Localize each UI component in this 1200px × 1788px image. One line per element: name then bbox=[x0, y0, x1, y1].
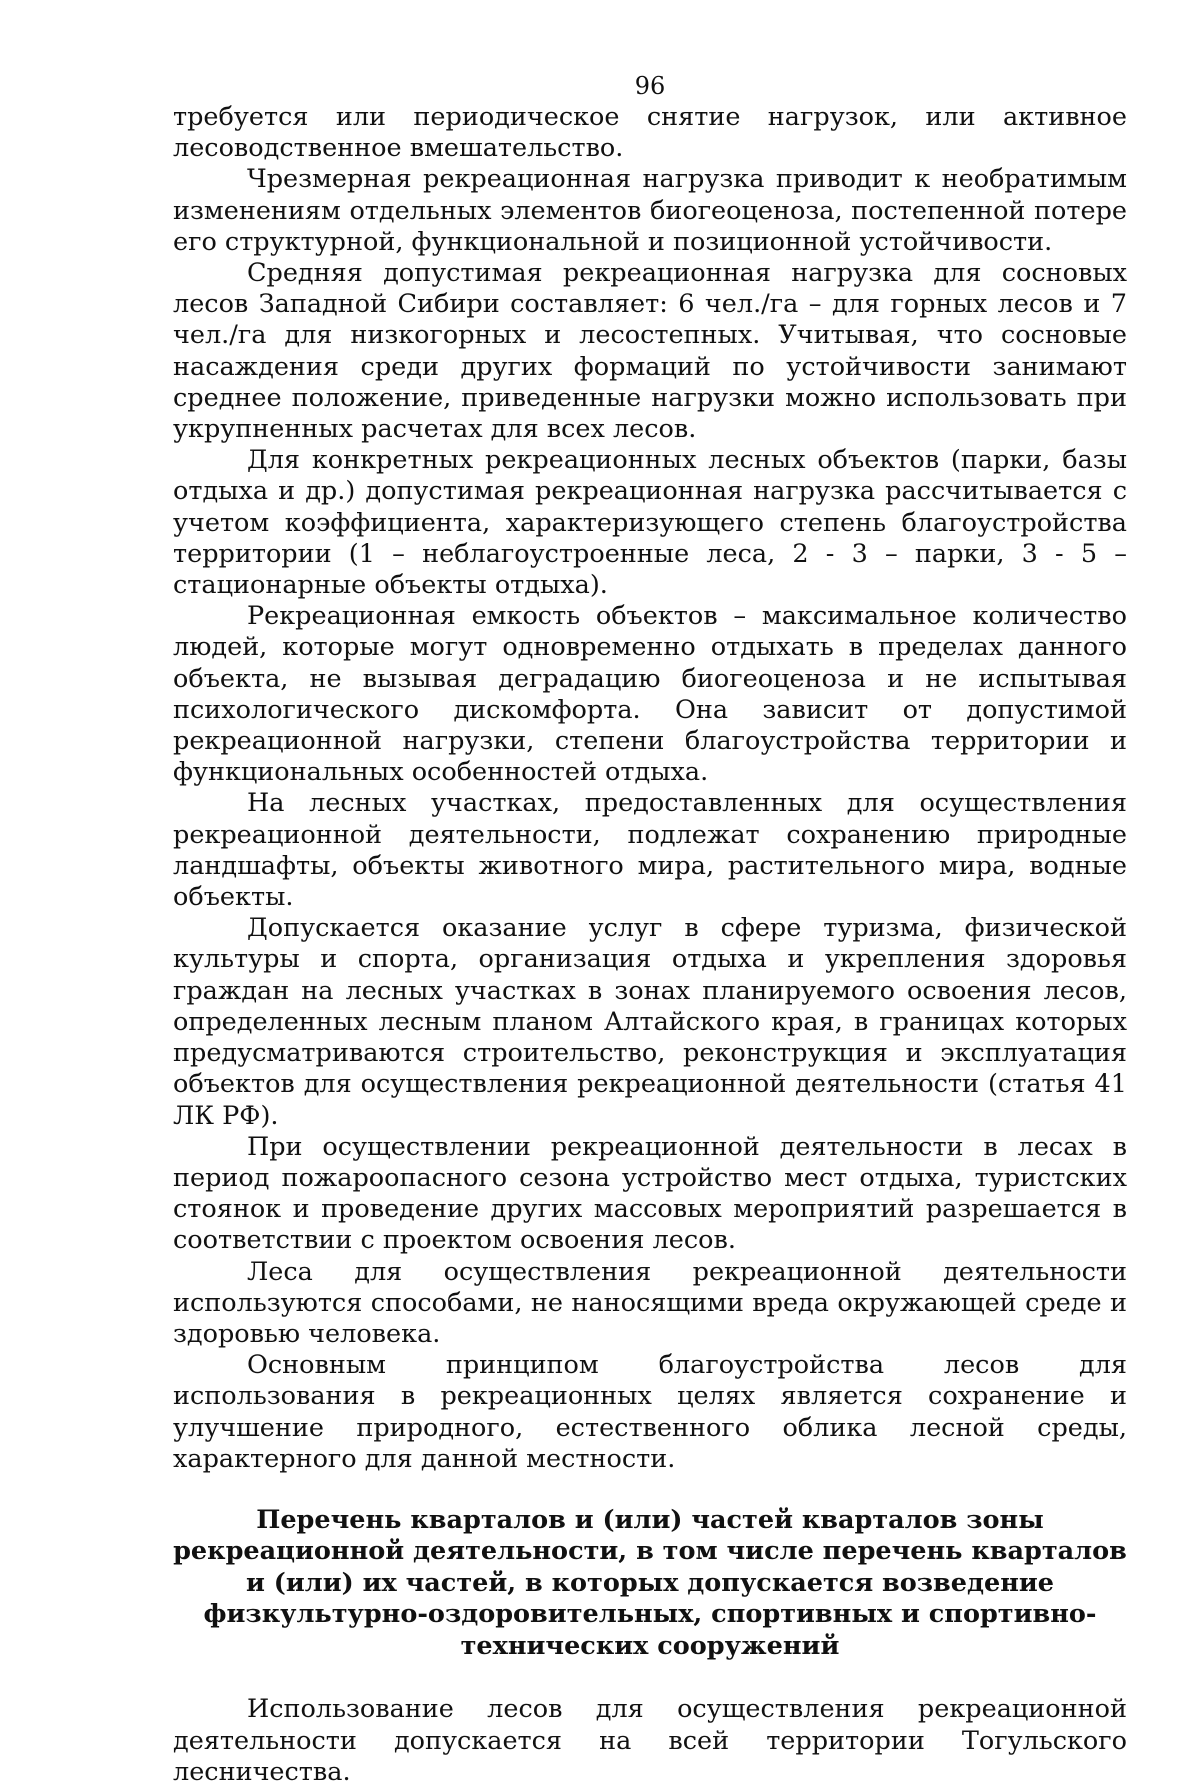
paragraph-9: Основным принципом благоустройства лесов для использования в рекреационных целях является сохранение и улучшение природного, естественного облика лесной среды, характерного для данной местности. bbox=[173, 1350, 1127, 1474]
paragraph-5: На лесных участках, предоставленных для осуществления рекреационной деятельности, подлежат сохранению природные ландшафты, объекты животного мира, растительного мира, водные объекты. bbox=[173, 788, 1127, 913]
paragraph-4: Рекреационная емкость объектов – максимальное количество людей, которые могут одновременно отдыхать в пределах данного объекта, не вызывая деградацию биогеоценоза и не испытывая психологического дискомфорта. Она зависит от допустимой рекреационной нагрузки, степени благоустройства территории и функциональных особенностей отдыха. bbox=[173, 601, 1127, 788]
section-heading: Перечень кварталов и (или) частей кварталов зоны рекреационной деятельности, в том числе перечень кварталов и (или) их частей, в которых допускается возведение физкультурно-оздоровительных, спортивных и спортивно-технических сооружений bbox=[173, 1504, 1127, 1661]
paragraph-0: требуется или периодическое снятие нагрузок, или активное лесоводственное вмешательство. bbox=[173, 102, 1127, 164]
body-text-after bbox=[173, 1694, 1127, 1788]
paragraph-7: При осуществлении рекреационной деятельности в лесах в период пожароопасного сезона устройство мест отдыха, туристских стоянок и проведение других массовых мероприятий разрешается в соответствии с проектом освоения лесов. bbox=[173, 1131, 1127, 1256]
paragraph-3: Для конкретных рекреационных лесных объектов (парки, базы отдыха и др.) допустимая рекреационная нагрузка рассчитывается с учетом коэффициента, характеризующего степень благоустройства территории (1 – неблагоустроенные леса, 2 - 3 – парки, 3 - 5 – стационарные объекты отдыха). bbox=[173, 445, 1127, 601]
body-text-before bbox=[173, 102, 1127, 1475]
document-page bbox=[173, 70, 1127, 1788]
paragraph-2: Средняя допустимая рекреационная нагрузка для сосновых лесов Западной Сибири составляет: 6 чел./га – для горных лесов и 7 чел./га для низкогорных и лесостепных. Учитывая, что сосновые насаждения среди других формаций по устойчивости занимают среднее положение, приведенные нагрузки можно использовать при укрупненных расчетах для всех лесов. bbox=[173, 258, 1127, 445]
paragraph-8: Леса для осуществления рекреационной деятельности используются способами, не наносящими вреда окружающей среде и здоровью человека. bbox=[173, 1256, 1127, 1349]
page-number: 96 bbox=[634, 72, 666, 100]
paragraph-6: Допускается оказание услуг в сфере туризма, физической культуры и спорта, организация отдыха и укрепления здоровья граждан на лесных участках в зонах планируемого освоения лесов, определенных лесным планом Алтайского края, в границах которых предусматриваются строительство, реконструкция и эксплуатация объектов для осуществления рекреационной деятельности (статья 41 ЛК РФ). bbox=[173, 913, 1127, 1131]
paragraph-1: Чрезмерная рекреационная нагрузка приводит к необратимым изменениям отдельных элементов биогеоценоза, постепенной потере его структурной, функциональной и позиционной устойчивости. bbox=[173, 164, 1127, 257]
paragraph-10: Использование лесов для осуществления рекреационной деятельности допускается на всей территории Тогульского лесничества. bbox=[173, 1694, 1127, 1787]
